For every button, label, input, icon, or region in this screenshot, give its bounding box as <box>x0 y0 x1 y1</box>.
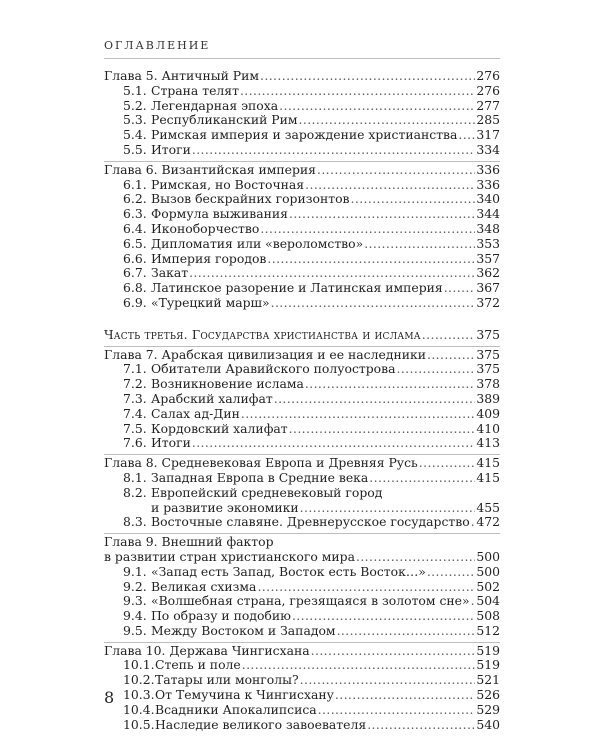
section-number: 6.3. <box>123 206 147 222</box>
toc-item[interactable] <box>104 192 500 207</box>
dot-leader <box>274 392 476 407</box>
dot-leader <box>422 328 476 343</box>
section-title: Арабский халифат <box>151 390 273 406</box>
dot-leader <box>260 69 475 84</box>
dot-leader <box>289 422 476 437</box>
toc-part-3[interactable] <box>104 328 500 343</box>
toc-item[interactable] <box>104 252 500 267</box>
chapter-title: Глава 9. Внешний фактор <box>104 534 274 550</box>
page-ref: 409 <box>476 405 500 421</box>
dot-leader <box>305 178 475 193</box>
toc-item[interactable] <box>104 296 500 311</box>
dot-leader <box>305 377 475 392</box>
toc-item[interactable] <box>104 422 500 437</box>
page-ref: 378 <box>476 376 500 392</box>
section-title: Салах ад-Дин <box>151 405 240 421</box>
section-title: Западная Европа в Средние века <box>151 469 369 485</box>
section-title: Татары или монголы? <box>155 672 299 688</box>
toc-item[interactable] <box>104 99 500 114</box>
toc-item[interactable] <box>104 658 500 673</box>
page-ref: 367 <box>476 280 500 296</box>
header-rule <box>104 58 500 59</box>
toc-item[interactable] <box>104 718 500 733</box>
section-title: Республиканский Рим <box>151 112 298 128</box>
toc-item[interactable] <box>104 222 500 237</box>
page-ref: 362 <box>476 265 500 281</box>
page-ref: 353 <box>476 235 500 251</box>
page-ref: 415 <box>476 455 500 471</box>
toc-item[interactable] <box>104 128 500 143</box>
page-ref: 285 <box>476 112 500 128</box>
dot-leader <box>260 222 475 237</box>
dot-leader <box>444 281 476 296</box>
section-number: 9.1. <box>123 563 147 579</box>
section-number: 6.6. <box>123 250 147 266</box>
chapter-title: Глава 5. Античный Рим <box>104 68 260 83</box>
dot-leader <box>242 658 476 673</box>
dot-leader <box>300 501 476 516</box>
section-title: Иконоборчество <box>151 220 260 236</box>
dot-leader <box>369 471 475 486</box>
page-ref: 277 <box>476 97 500 113</box>
page-ref: 344 <box>476 206 500 222</box>
section-title: Степь и поле <box>155 657 241 673</box>
section-number: 5.1. <box>123 82 147 98</box>
toc-item[interactable] <box>104 281 500 296</box>
dot-leader <box>289 207 475 222</box>
dot-leader <box>257 580 475 595</box>
section-title: Итоги <box>151 435 191 451</box>
section-number: 7.2. <box>123 376 147 392</box>
section-number: 5.4. <box>123 127 147 143</box>
dot-leader <box>318 703 476 718</box>
section-title: Восточные славяне. Древнерусское государство <box>151 514 470 530</box>
dot-leader <box>335 688 475 703</box>
toc-item[interactable] <box>104 609 500 624</box>
section-title: Обитатели Аравийского полуострова <box>151 361 396 377</box>
table-of-contents <box>104 69 500 732</box>
section-number: 7.6. <box>123 435 147 451</box>
toc-item[interactable] <box>104 377 500 392</box>
toc-item[interactable] <box>104 565 500 580</box>
chapter-title: Глава 10. Держава Чингисхана <box>104 642 310 658</box>
section-title: По образу и подобию <box>151 608 291 624</box>
section-title: Итоги <box>151 141 191 157</box>
dot-leader <box>471 594 476 609</box>
toc-item[interactable] <box>104 688 500 703</box>
page-ref: 340 <box>476 191 500 207</box>
section-title: Дипломатия или «вероломство» <box>151 235 364 251</box>
page-ref: 504 <box>476 593 500 609</box>
section-title: Великая схизма <box>151 578 257 594</box>
section-number: 10.5. <box>123 716 155 732</box>
section-title: Римская, но Восточная <box>151 176 305 192</box>
dot-leader <box>351 192 476 207</box>
dot-leader <box>471 515 476 530</box>
dot-leader <box>419 456 476 471</box>
toc-item[interactable] <box>104 594 500 609</box>
toc-item-continuation[interactable] <box>104 501 500 516</box>
section-title: Легендарная эпоха <box>151 97 279 113</box>
page-ref: 276 <box>476 82 500 98</box>
dot-leader <box>192 436 475 451</box>
dot-leader <box>397 362 476 377</box>
page-ref: 512 <box>476 622 500 638</box>
section-number: 10.1. <box>123 657 155 673</box>
toc-item[interactable] <box>104 486 500 501</box>
page-ref: 348 <box>476 220 500 236</box>
dot-leader <box>337 624 476 639</box>
page-ref: 375 <box>476 361 500 377</box>
page-ref: 389 <box>476 390 500 406</box>
toc-item[interactable] <box>104 143 500 158</box>
page-ref: 472 <box>476 514 500 530</box>
section-title: Страна телят <box>151 82 239 98</box>
page-ref: 413 <box>476 435 500 451</box>
toc-item[interactable] <box>104 178 500 193</box>
dot-leader <box>427 348 475 363</box>
section-title: Европейский средневековый город <box>151 484 383 500</box>
section-number: 6.7. <box>123 265 147 281</box>
toc-item[interactable] <box>104 515 500 530</box>
dot-leader <box>240 84 475 99</box>
page-ref: 455 <box>476 499 500 515</box>
page-ref: 375 <box>476 326 500 342</box>
toc-item[interactable] <box>104 436 500 451</box>
dot-leader <box>267 252 475 267</box>
page-ref: 502 <box>476 578 500 594</box>
toc-chapter-5[interactable] <box>104 69 500 84</box>
section-number: 9.4. <box>123 608 147 624</box>
toc-chapter-6[interactable] <box>104 163 500 178</box>
section-number: 6.8. <box>123 280 147 296</box>
section-title: Кордовский халифат <box>151 420 288 436</box>
section-title: Всадники Апокалипсиса <box>155 701 317 717</box>
toc-item[interactable] <box>104 703 500 718</box>
section-title: «Запад есть Запад, Восток есть Восток…» <box>151 563 426 579</box>
page-ref: 334 <box>476 141 500 157</box>
section-number: 9.2. <box>123 578 147 594</box>
dot-leader <box>189 266 475 281</box>
page-number: 8 <box>104 688 115 707</box>
dot-leader <box>427 565 476 580</box>
chapter-title: Глава 7. Арабская цивилизация и ее наследники <box>104 346 426 362</box>
page-ref: 375 <box>476 346 500 362</box>
section-number: 6.9. <box>123 294 147 310</box>
toc-chapter-8[interactable] <box>104 456 500 471</box>
toc-item[interactable] <box>104 266 500 281</box>
toc-chapter-9-continuation[interactable] <box>104 550 500 565</box>
page-ref: 415 <box>476 469 500 485</box>
section-title: Возникновение ислама <box>151 376 304 392</box>
dot-leader <box>311 644 476 659</box>
page-ref: 357 <box>476 250 500 266</box>
page-ref: 372 <box>476 294 500 310</box>
toc-item[interactable] <box>104 362 500 377</box>
page-ref: 526 <box>476 687 500 703</box>
page-ref: 521 <box>476 672 500 688</box>
toc-item[interactable] <box>104 673 500 688</box>
section-title: Между Востоком и Западом <box>151 622 336 638</box>
section-title: Римская империя и зарождение христианства <box>151 127 458 143</box>
running-head: ОГЛАВЛЕНИЕ <box>104 39 211 52</box>
section-title: Латинское разорение и Латинская империя <box>151 280 443 296</box>
section-title: Закат <box>151 265 189 281</box>
toc-item[interactable] <box>104 407 500 422</box>
section-number: 9.3. <box>123 593 147 609</box>
section-title: Наследие великого завоевателя <box>155 716 367 732</box>
section-number: 5.3. <box>123 112 147 128</box>
toc-item[interactable] <box>104 84 500 99</box>
chapter-title: Глава 6. Византийская империя <box>104 161 316 177</box>
page-ref: 500 <box>476 548 500 564</box>
dot-leader <box>364 237 475 252</box>
dot-leader <box>279 99 475 114</box>
toc-item[interactable] <box>104 207 500 222</box>
section-number: 7.5. <box>123 420 147 436</box>
section-title: Формула выживания <box>151 206 288 222</box>
toc-item[interactable] <box>104 471 500 486</box>
section-title: От Темучина к Чингисхану <box>155 687 334 703</box>
section-number: 6.1. <box>123 176 147 192</box>
page-ref: 508 <box>476 608 500 624</box>
section-title: Империя городов <box>151 250 267 266</box>
page-ref: 529 <box>476 701 500 717</box>
page-ref: 519 <box>476 642 500 658</box>
section-title: и развитие экономики <box>151 499 299 515</box>
section-title: Вызов бескрайних горизонтов <box>151 191 350 207</box>
chapter-title: Глава 8. Средневековая Европа и Древняя Русь <box>104 455 418 471</box>
section-number: 6.5. <box>123 235 147 251</box>
section-number: 10.2. <box>123 672 155 688</box>
section-number: 5.5. <box>123 141 147 157</box>
page-ref: 410 <box>476 420 500 436</box>
section-number: 7.4. <box>123 405 147 421</box>
chapter-title: в развитии стран христианского мира <box>104 548 355 564</box>
dot-leader <box>458 128 475 143</box>
dot-leader <box>292 609 475 624</box>
dot-leader <box>241 407 475 422</box>
section-number: 10.3. <box>123 687 155 703</box>
section-number: 8.2. <box>123 484 147 500</box>
section-number: 9.5. <box>123 622 147 638</box>
dot-leader <box>367 718 475 733</box>
section-number: 6.4. <box>123 220 147 236</box>
section-number: 8.3. <box>123 514 147 530</box>
section-number: 6.2. <box>123 191 147 207</box>
page-ref: 336 <box>476 161 500 177</box>
page-ref: 519 <box>476 657 500 673</box>
toc-chapter-9[interactable] <box>104 535 500 550</box>
page-ref: 500 <box>476 563 500 579</box>
dot-leader <box>299 113 476 128</box>
dot-leader <box>300 673 476 688</box>
toc-item[interactable] <box>104 580 500 595</box>
dot-leader <box>356 550 475 565</box>
section-title: «Волшебная страна, грезящаяся в золотом сне» <box>151 593 470 609</box>
toc-item[interactable] <box>104 237 500 252</box>
toc-chapter-10[interactable] <box>104 644 500 659</box>
page-ref: 276 <box>476 68 500 83</box>
page-ref: 317 <box>476 127 500 143</box>
section-number: 7.1. <box>123 361 147 377</box>
part-title: Часть третья. Государства христианства и ислама <box>104 326 421 342</box>
section-number: 5.2. <box>123 97 147 113</box>
section-title: «Турецкий марш» <box>151 294 270 310</box>
toc-chapter-7[interactable] <box>104 348 500 363</box>
dot-leader <box>192 143 475 158</box>
toc-item[interactable] <box>104 392 500 407</box>
page-ref: 336 <box>476 176 500 192</box>
toc-item[interactable] <box>104 113 500 128</box>
dot-leader <box>271 296 476 311</box>
dot-leader <box>317 163 475 178</box>
page-ref: 540 <box>476 716 500 732</box>
section-number: 7.3. <box>123 390 147 406</box>
toc-item[interactable] <box>104 624 500 639</box>
section-number: 8.1. <box>123 469 147 485</box>
section-number: 10.4. <box>123 701 155 717</box>
